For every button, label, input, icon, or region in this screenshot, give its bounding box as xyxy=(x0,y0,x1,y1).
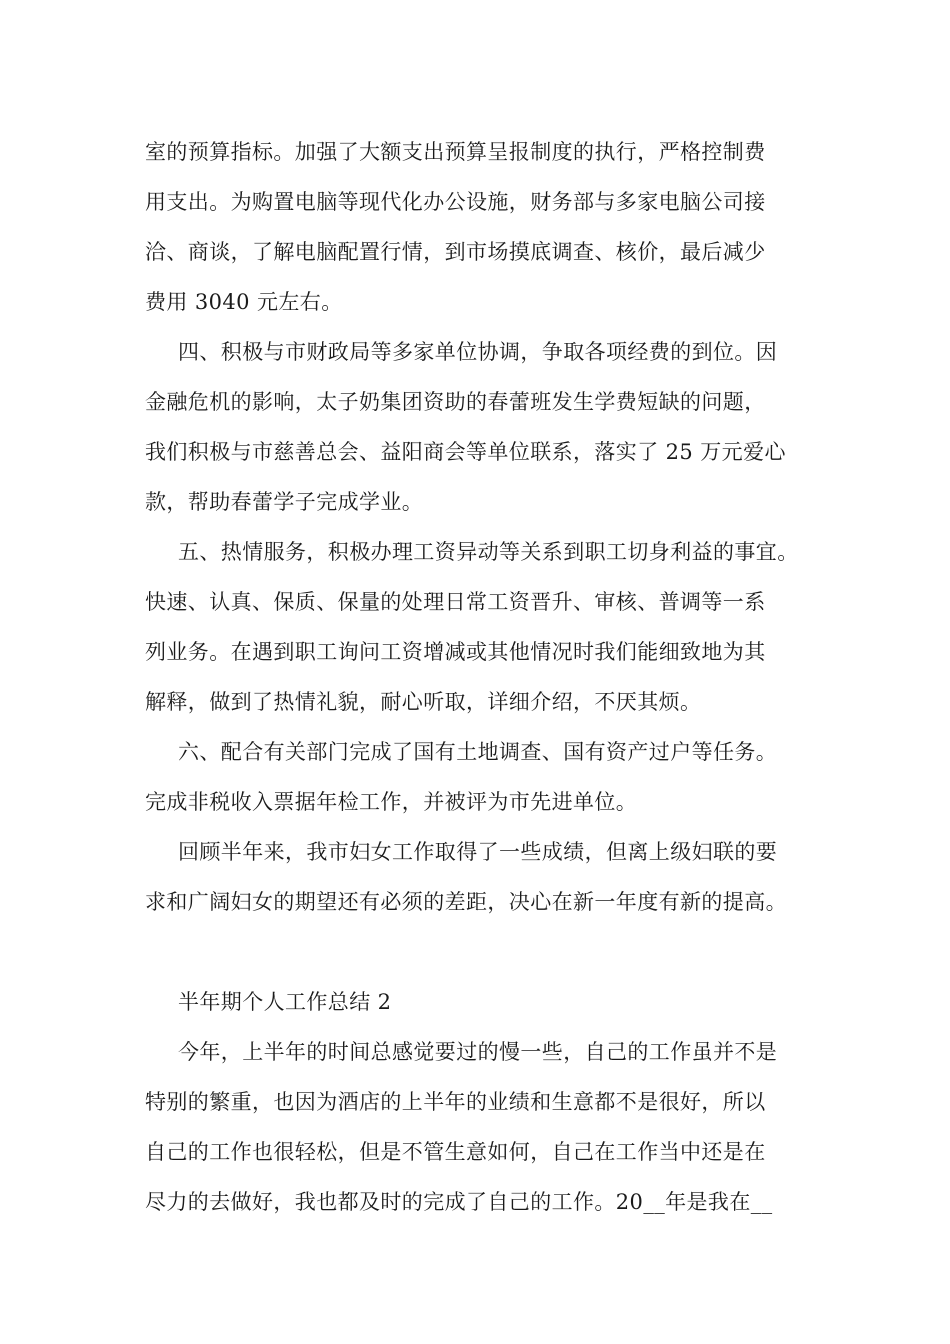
text-line: 尽力的去做好，我也都及时的完成了自己的工作。20__年是我在__ xyxy=(145,1190,773,1214)
text-line: 完成非税收入票据年检工作，并被评为市先进单位。 xyxy=(145,790,638,814)
text-line: 我们积极与市慈善总会、益阳商会等单位联系，落实了 25 万元爱心 xyxy=(145,440,786,464)
section-title: 半年期个人工作总结 2 xyxy=(178,990,392,1014)
text-line: 自己的工作也很轻松，但是不管生意如何，自己在工作当中还是在 xyxy=(145,1140,766,1164)
text-line: 洽、商谈，了解电脑配置行情，到市场摸底调查、核价，最后减少 xyxy=(145,240,766,264)
paragraph-start: 今年，上半年的时间总感觉要过的慢一些，自己的工作虽并不是 xyxy=(178,1040,778,1064)
text-line: 费用 3040 元左右。 xyxy=(145,290,343,314)
text-line: 列业务。在遇到职工询问工资增减或其他情况时我们能细致地为其 xyxy=(145,640,766,664)
text-line: 款，帮助春蕾学子完成学业。 xyxy=(145,490,424,514)
paragraph-heading-4: 四、积极与市财政局等多家单位协调，争取各项经费的到位。因 xyxy=(178,340,778,364)
text-line: 解释，做到了热情礼貌，耐心听取，详细介绍，不厌其烦。 xyxy=(145,690,702,714)
text-line: 用支出。为购置电脑等现代化办公设施，财务部与多家电脑公司接 xyxy=(145,190,766,214)
text-line: 金融危机的影响，太子奶集团资助的春蕾班发生学费短缺的问题， xyxy=(145,390,766,414)
text-line: 特别的繁重，也因为酒店的上半年的业绩和生意都不是很好，所以 xyxy=(145,1090,766,1114)
text-line: 求和广阔妇女的期望还有必须的差距，决心在新一年度有新的提高。 xyxy=(145,890,787,914)
text-line: 室的预算指标。加强了大额支出预算呈报制度的执行，严格控制费 xyxy=(145,140,766,164)
text-line: 快速、认真、保质、保量的处理日常工资晋升、审核、普调等一系 xyxy=(145,590,766,614)
paragraph-summary: 回顾半年来，我市妇女工作取得了一些成绩，但离上级妇联的要 xyxy=(178,840,778,864)
paragraph-heading-5: 五、热情服务，积极办理工资异动等关系到职工切身利益的事宜。 xyxy=(178,540,799,564)
paragraph-heading-6: 六、配合有关部门完成了国有土地调查、国有资产过户等任务。 xyxy=(178,740,778,764)
